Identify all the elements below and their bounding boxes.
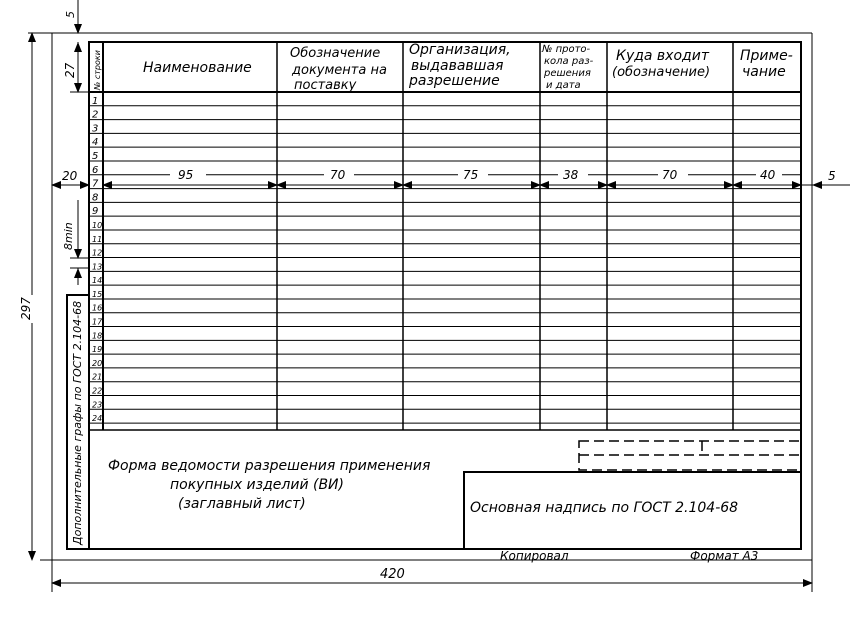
svg-text:5: 5 [64,11,77,18]
row-number: 8 [92,192,99,204]
column-separators [103,42,733,430]
svg-text:(заглавный лист): (заглавный лист) [178,496,306,512]
row-number: 13 [92,262,103,272]
header-organization [408,42,511,89]
sheet-edges [40,33,812,560]
svg-text:420: 420 [380,567,405,582]
svg-text:разрешение: разрешение [409,73,500,89]
row-number: 17 [92,317,103,327]
row-number: 9 [92,206,99,218]
svg-text:75: 75 [463,168,479,182]
row-number: 3 [92,123,99,135]
svg-text:и дата: и дата [546,80,581,91]
svg-text:40: 40 [760,168,776,182]
row-lines [89,106,801,423]
format-label: Формат А3 [690,549,759,563]
row-number: 22 [92,386,103,396]
svg-text:Куда входит: Куда входит [616,48,709,64]
svg-text:решения: решения [544,68,591,79]
row-number: 14 [92,276,103,286]
svg-text:(обозначение): (обозначение) [612,65,711,80]
svg-text:5: 5 [828,169,836,183]
row-number: 21 [92,372,103,382]
row-numbers [92,96,103,423]
header-designation [290,46,387,93]
svg-text:Обозначение: Обозначение [290,46,381,61]
form-title [108,458,430,512]
svg-text:поставку: поставку [294,78,357,93]
dashed-box [579,441,801,470]
row-number: 2 [92,109,99,121]
left-margin-dimension [52,169,89,185]
svg-text:297: 297 [19,297,33,320]
sheet-width-dimension [52,560,812,592]
svg-text:Приме-: Приме- [740,48,793,64]
header-name: Наименование [143,60,252,76]
row-number: 15 [92,289,103,299]
row-number: 1 [92,95,99,107]
row-number: 7 [92,178,99,190]
svg-text:27: 27 [63,62,77,78]
side-label: Дополнительные графы по ГОСТ 2.104-68 [71,300,84,545]
row-number: 20 [92,358,103,368]
header-row-number: № строки [93,50,102,90]
svg-text:95: 95 [178,168,194,182]
right-margin-dimension [801,169,850,189]
sheet-height-dimension [19,33,52,560]
header-where-used [612,48,710,80]
header-protocol [541,44,594,91]
svg-text:кола раз-: кола раз- [544,56,594,67]
row-number: 18 [92,331,103,341]
row-number: 4 [92,137,99,149]
row-number: 23 [92,400,103,410]
svg-text:документа на: документа на [292,63,387,78]
svg-text:20: 20 [62,169,78,183]
row-number: 12 [92,248,103,258]
row-number: 19 [92,345,103,355]
svg-text:№ прото-: № прото- [542,44,591,55]
svg-text:70: 70 [330,168,346,182]
svg-text:38: 38 [563,168,579,182]
row-number: 11 [92,234,103,244]
row-number: 24 [92,414,103,424]
svg-text:выдававшая: выдававшая [411,58,504,74]
row-height-dimension [62,200,89,285]
svg-text:70: 70 [662,168,678,182]
row-number: 16 [92,303,103,313]
row-number: 5 [92,150,99,162]
header-note [740,48,793,80]
row-number: 6 [92,164,99,176]
row-number: 10 [92,220,103,230]
svg-text:Организация,: Организация, [409,42,511,58]
svg-text:покупных изделий (ВИ): покупных изделий (ВИ) [170,477,344,493]
svg-text:Форма ведомости разрешения при: Форма ведомости разрешения применения [108,458,431,474]
svg-text:8min: 8min [62,222,75,250]
top-margin-dimension [64,0,82,52]
copied-label: Копировал [500,549,569,563]
svg-text:чание: чание [742,64,786,80]
title-block-label: Основная надпись по ГОСТ 2.104-68 [470,500,739,516]
